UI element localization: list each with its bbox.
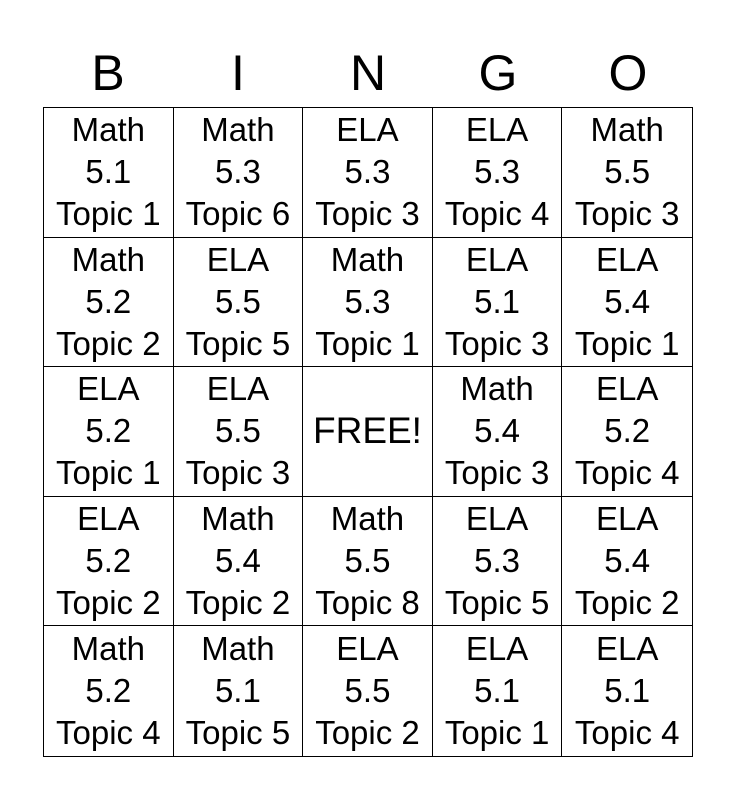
bingo-cell-line: 5.5 [604,153,651,191]
bingo-cell[interactable] [433,367,563,497]
bingo-cell[interactable] [562,367,692,497]
bingo-cell-line: 5.2 [85,672,132,710]
bingo-cell-line: ELA [465,500,529,538]
bingo-cell[interactable] [44,626,174,756]
bingo-cell[interactable] [562,108,692,238]
header-letter-o: O [608,45,648,101]
header-letter-i: I [231,45,245,101]
bingo-cell[interactable] [174,367,304,497]
bingo-board [43,107,693,757]
bingo-cell-line: Topic 3 [444,454,550,492]
bingo-cell[interactable] [433,238,563,368]
bingo-cell-line: Topic 1 [444,714,550,752]
bingo-cell[interactable] [44,108,174,238]
bingo-cell-line: 5.1 [85,153,132,191]
bingo-cell-line: 5.2 [85,412,132,450]
bingo-cell[interactable] [303,238,433,368]
bingo-cell[interactable] [44,497,174,627]
bingo-cell-line: Math [330,500,405,538]
bingo-cell-line: Topic 8 [315,584,420,622]
bingo-cell-line: 5.2 [85,282,132,320]
bingo-cell-line: ELA [596,630,659,668]
bingo-cell-line: 5.1 [214,672,261,710]
bingo-cell-line: 5.1 [474,672,521,710]
bingo-cell-line: Topic 2 [185,584,291,622]
bingo-cell-line: Topic 2 [56,324,161,362]
bingo-cell-line: 5.4 [214,542,261,580]
header-letter-n: N [349,45,387,101]
bingo-cell-line: Math [330,240,405,278]
bingo-cell-line: 5.1 [474,282,521,320]
header-letter-g: G [478,45,518,101]
bingo-cell-line: Topic 4 [574,454,680,492]
bingo-cell-line: Math [201,630,275,668]
bingo-cell-line: Topic 3 [574,195,680,233]
bingo-cell[interactable] [433,626,563,756]
bingo-header [43,40,693,106]
bingo-cell[interactable] [433,108,563,238]
bingo-cell-line: 5.5 [344,672,391,710]
bingo-cell-line: Topic 1 [56,195,161,233]
bingo-cell[interactable] [433,497,563,627]
bingo-cell[interactable] [562,626,692,756]
bingo-cell-line: Topic 2 [56,584,161,622]
bingo-cell[interactable] [44,367,174,497]
bingo-cell[interactable] [562,238,692,368]
bingo-cell-line: Topic 3 [444,324,550,362]
bingo-cell-line: Topic 5 [444,584,550,622]
bingo-cell[interactable] [303,626,433,756]
bingo-cell-line: 5.5 [214,282,261,320]
bingo-cell-line: Topic 4 [56,714,161,752]
bingo-cell[interactable] [174,238,304,368]
bingo-cell-line: ELA [596,370,659,408]
bingo-cell-line: 5.4 [604,282,651,320]
bingo-cell-line: Topic 6 [185,195,291,233]
free-space-label: FREE! [313,410,422,452]
bingo-cell[interactable] [303,497,433,627]
bingo-cell-line: Math [71,630,145,668]
bingo-cell-line: Math [71,111,145,149]
bingo-cell-line: ELA [596,500,659,538]
bingo-cell-line: 5.4 [474,412,521,450]
bingo-cell-line: 5.5 [214,412,261,450]
bingo-cell-line: Math [71,240,145,278]
bingo-cell-line: Topic 3 [185,454,291,492]
bingo-cell-line: ELA [77,370,140,408]
bingo-cell-line: Topic 1 [56,454,161,492]
bingo-cell-line: 5.3 [344,153,391,191]
bingo-cell-line: ELA [465,630,529,668]
bingo-cell[interactable] [562,497,692,627]
bingo-cell-line: 5.3 [344,282,391,320]
bingo-cell-line: 5.2 [604,412,651,450]
bingo-cell-line: ELA [77,500,140,538]
bingo-cell-line: 5.5 [344,542,391,580]
bingo-cell-line: ELA [465,240,529,278]
bingo-cell-line: Topic 4 [444,195,550,233]
bingo-cell-line: Topic 4 [574,714,680,752]
bingo-cell-line: Topic 5 [185,324,291,362]
bingo-cell-line: Topic 2 [315,714,420,752]
bingo-cell-line: Topic 5 [185,714,291,752]
bingo-cell-line: 5.3 [474,153,521,191]
bingo-cell[interactable] [174,626,304,756]
bingo-cell-line: ELA [206,240,270,278]
bingo-cell-line: Math [460,370,534,408]
bingo-cell-line: 5.1 [604,672,651,710]
bingo-cell-line: ELA [206,370,270,408]
bingo-cell[interactable] [44,238,174,368]
bingo-cell-line: ELA [336,111,399,149]
bingo-cell[interactable] [303,108,433,238]
bingo-cell-line: Topic 1 [574,324,680,362]
bingo-cell[interactable] [174,497,304,627]
header-letter-b: B [91,45,125,101]
bingo-cell-line: ELA [336,630,399,668]
bingo-cell-line: ELA [596,240,659,278]
bingo-cell-line: 5.4 [604,542,651,580]
bingo-cell-line: ELA [465,111,529,149]
free-space-cell[interactable] [303,367,433,497]
bingo-cell-line: Math [201,500,275,538]
bingo-cell-line: Topic 3 [315,195,420,233]
bingo-cell-line: Math [201,111,275,149]
bingo-cell-line: 5.2 [85,542,132,580]
bingo-cell-line: Math [590,111,664,149]
bingo-cell-line: 5.3 [474,542,521,580]
bingo-cell-line: 5.3 [214,153,261,191]
bingo-cell-line: Topic 2 [574,584,680,622]
bingo-cell-line: Topic 1 [315,324,420,362]
bingo-cell[interactable] [174,108,304,238]
